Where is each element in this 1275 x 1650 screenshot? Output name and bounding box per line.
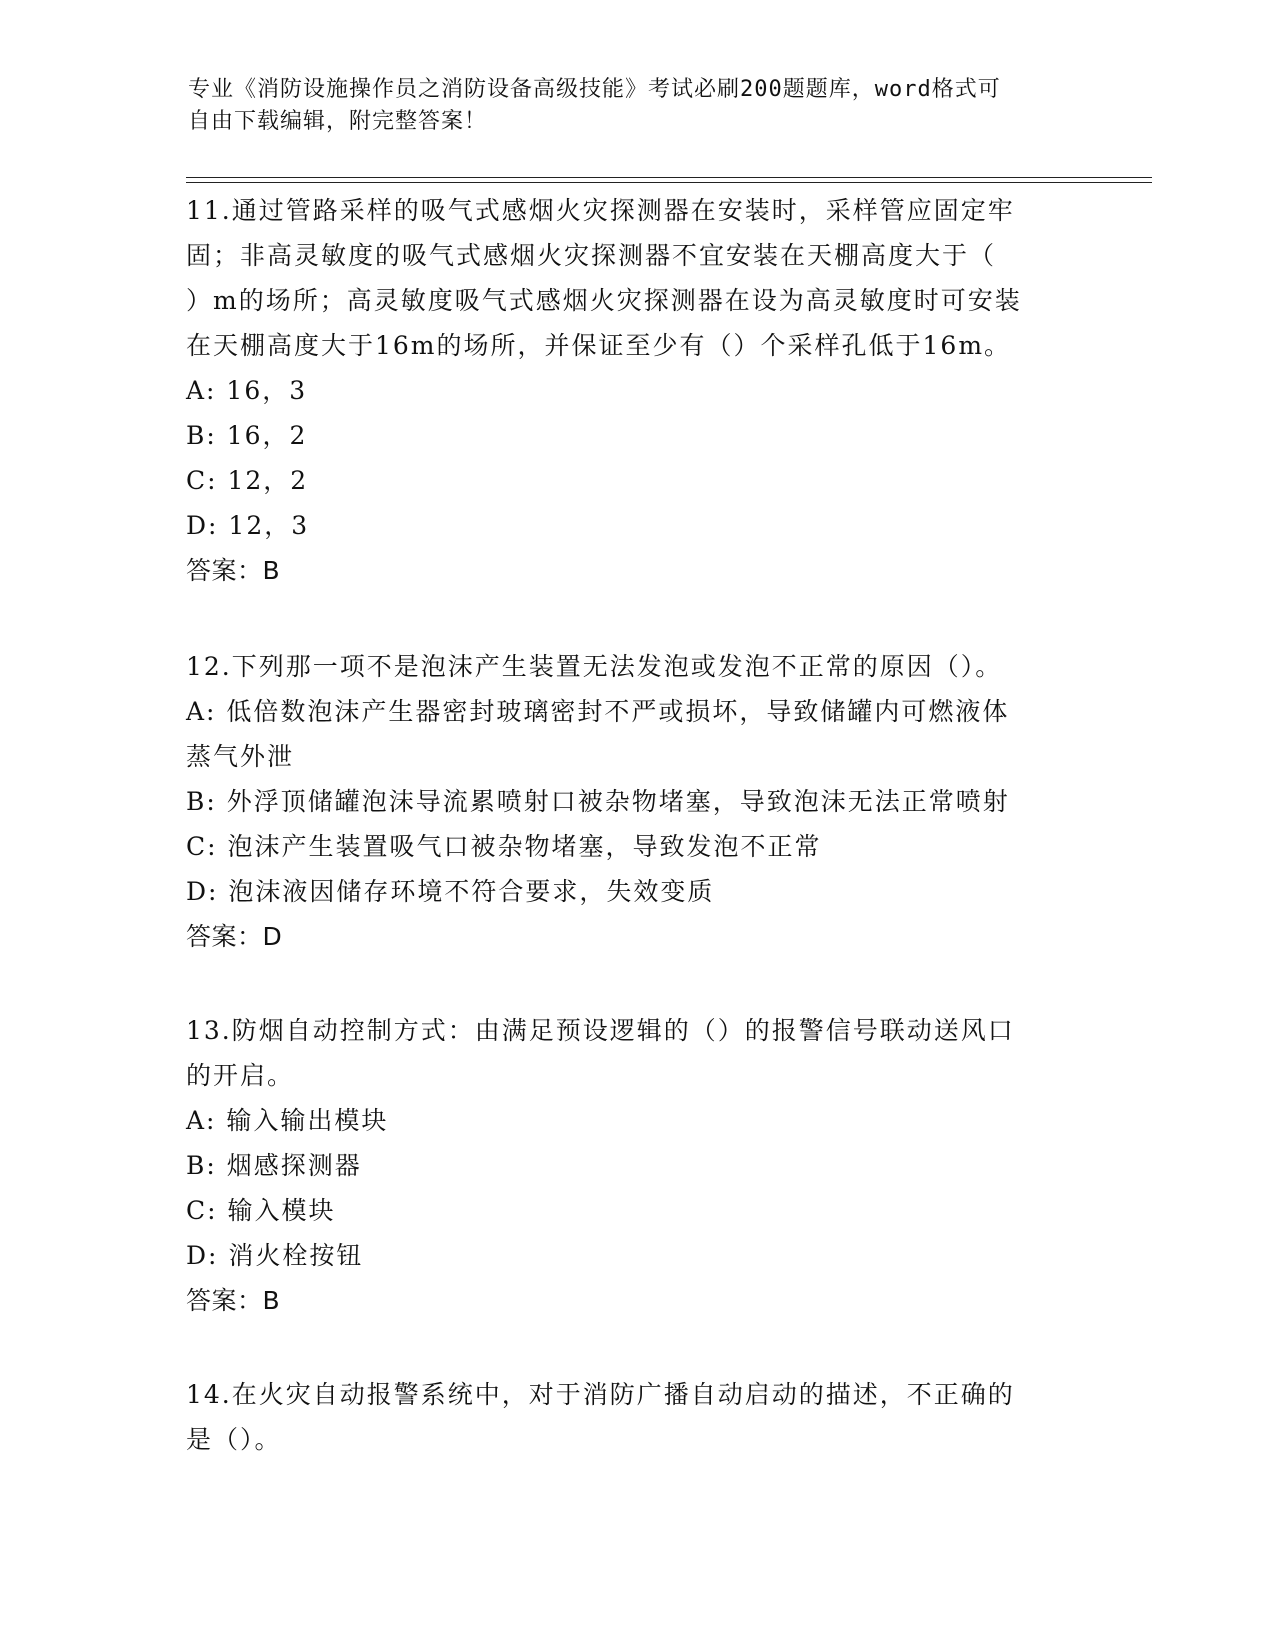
- option-a: A: 输入输出模块: [186, 1106, 389, 1135]
- answer: 答案：B: [186, 1286, 281, 1315]
- question-stem-line: 在天棚高度大于16m的场所，并保证至少有（）个采样孔低于16m。: [186, 331, 1012, 360]
- header-divider-bottom: [186, 182, 1152, 183]
- question-stem-line: 是（）。: [186, 1425, 282, 1454]
- document-header: [188, 74, 1068, 138]
- option-c: C: 输入模块: [186, 1196, 336, 1225]
- option-c: C: 泡沫产生装置吸气口被杂物堵塞，导致发泡不正常: [186, 832, 822, 861]
- option-b: B: 烟感探测器: [186, 1151, 362, 1180]
- answer: 答案：D: [186, 922, 283, 951]
- question-stem-line: 14.在火灾自动报警系统中，对于消防广播自动启动的描述，不正确的: [186, 1380, 1015, 1409]
- option-a-continued: 蒸气外泄: [186, 742, 295, 771]
- question-14: [186, 1372, 1086, 1462]
- question-13: [186, 1008, 1086, 1323]
- question-stem-line: 的开启。: [186, 1061, 295, 1090]
- answer: 答案：B: [186, 556, 281, 585]
- option-d: D: 泡沫液因储存环境不符合要求，失效变质: [186, 877, 715, 906]
- question-stem-line: 12.下列那一项不是泡沫产生装置无法发泡或发泡不正常的原因（）。: [186, 652, 1003, 681]
- option-d: D: 消火栓按钮: [186, 1241, 364, 1270]
- question-11: [186, 188, 1086, 593]
- question-stem-line: 固；非高灵敏度的吸气式感烟火灾探测器不宜安装在天棚高度大于（: [186, 241, 997, 270]
- option-a: A: 16，3: [186, 376, 308, 405]
- question-12: [186, 644, 1086, 959]
- option-c: C: 12，2: [186, 466, 309, 495]
- option-d: D: 12，3: [186, 511, 310, 540]
- question-stem-line: ）m的场所；高灵敏度吸气式感烟火灾探测器在设为高灵敏度时可安装: [186, 286, 1022, 315]
- question-stem-line: 13.防烟自动控制方式：由满足预设逻辑的（）的报警信号联动送风口: [186, 1016, 1015, 1045]
- header-line-2: 自由下载编辑，附完整答案！: [188, 109, 488, 134]
- option-b: B: 16，2: [186, 421, 308, 450]
- header-line-1: 专业《消防设施操作员之消防设备高级技能》考试必刷200题题库，word格式可: [188, 77, 1001, 102]
- option-a: A: 低倍数泡沫产生器密封玻璃密封不严或损坏，导致储罐内可燃液体: [186, 697, 1010, 726]
- header-divider-top: [186, 177, 1152, 178]
- question-stem-line: 11.通过管路采样的吸气式感烟火灾探测器在安装时，采样管应固定牢: [186, 196, 1015, 225]
- option-b: B: 外浮顶储罐泡沫导流累喷射口被杂物堵塞，导致泡沫无法正常喷射: [186, 787, 1010, 816]
